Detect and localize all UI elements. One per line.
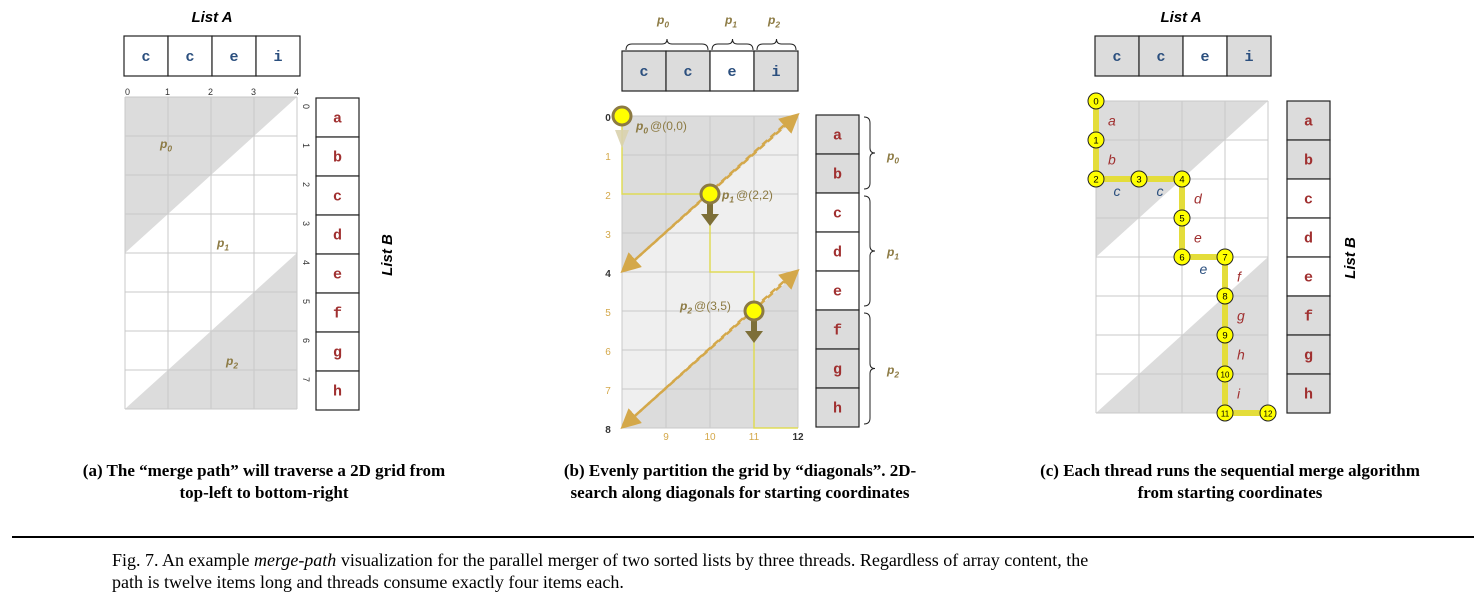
label-p0-base: p [160, 137, 168, 151]
path-node-label: 5 [1179, 213, 1185, 225]
bottom-tick: 10 [704, 432, 716, 443]
label-p1-base: p [217, 236, 225, 250]
left-tick: 3 [605, 230, 611, 241]
path-node-label: 4 [1179, 174, 1185, 186]
list-a-letter: i [273, 49, 283, 66]
path-node-label: 1 [1093, 135, 1099, 147]
left-tick: 2 [605, 191, 611, 202]
col-tick: 3 [251, 87, 257, 97]
b-partition-p1-sub: 1 [894, 251, 900, 262]
list-b-c-letter: b [1303, 152, 1314, 170]
figure-caption-rest: visualization for the parallel merger of two sorted lists by three threads. Regardless of array content, the [336, 550, 1089, 570]
b-partition-p0-sub: 0 [894, 155, 900, 166]
b-partition-p1-base: p [887, 245, 895, 259]
b-partition-p2-base: p [887, 363, 895, 377]
start-label-p2-coord: @(3,5) [694, 299, 731, 313]
start-label-p2-base: p [680, 299, 688, 313]
list-b-b-letter: e [832, 283, 843, 301]
path-node-label: 11 [1220, 409, 1230, 419]
path-node-label: 0 [1093, 96, 1099, 108]
list-b-c-letter: f [1303, 308, 1314, 326]
caption-a [24, 460, 504, 504]
brace-b-p0 [864, 117, 875, 189]
list-a-b-letter: c [639, 64, 649, 81]
list-a-c-letter: i [1244, 49, 1254, 66]
row-tick: 6 [301, 338, 311, 344]
start-label-p1-sub: 1 [729, 194, 735, 205]
caption-a-line1: (a) The “merge path” will traverse a 2D grid from [82, 461, 446, 480]
list-b-b-letter: b [832, 166, 843, 184]
list-a-letter: c [141, 49, 151, 66]
path-node-label: 6 [1179, 252, 1185, 264]
b-partition-p0 [886, 149, 899, 166]
path-node-label: 2 [1093, 174, 1099, 186]
step-letter: c [1156, 183, 1164, 199]
list-a-b-letter: c [683, 64, 693, 81]
panel-b [605, 13, 899, 443]
list-b-letter: c [332, 188, 343, 206]
list-b-letter: d [332, 227, 343, 245]
col-tick: 0 [125, 87, 131, 97]
list-b-letter: b [332, 149, 343, 167]
left-tick: 5 [605, 308, 611, 319]
brace-a-p0 [626, 39, 708, 50]
row-tick: 2 [301, 182, 311, 188]
start-label-p1-coord: @(2,2) [736, 188, 773, 202]
start-label-p2-sub: 2 [687, 305, 693, 316]
figure-caption-prefix: Fig. 7. An example [112, 550, 254, 570]
list-a-title-c: List A [1160, 9, 1202, 26]
step-letter: d [1194, 190, 1202, 207]
a-partition-p1 [724, 13, 737, 30]
b-partition-p1 [886, 245, 899, 262]
start-point-marker [613, 107, 631, 125]
path-node-label: 3 [1136, 174, 1142, 186]
figure-caption-line1 [112, 549, 1412, 571]
left-tick: 8 [605, 425, 611, 436]
list-a-b-letter: e [727, 64, 737, 81]
caption-b [500, 460, 980, 504]
row-tick: 3 [301, 221, 311, 227]
panel-c [1088, 9, 1359, 421]
list-b-letter: a [332, 110, 343, 128]
a-partition-p2-sub: 2 [775, 19, 781, 30]
col-tick: 1 [165, 87, 171, 97]
left-tick: 6 [605, 347, 611, 358]
list-a-c-letter: e [1200, 49, 1210, 66]
caption-c-line2: from starting coordinates [1137, 483, 1323, 502]
row-tick: 4 [301, 260, 311, 266]
list-b-letter: f [332, 305, 343, 323]
label-p1 [216, 236, 229, 253]
label-p2-sub: 2 [233, 360, 239, 371]
a-partition-p2-base: p [768, 13, 776, 27]
brace-a-p2 [757, 39, 796, 50]
start-label-p0-sub: 0 [643, 125, 649, 136]
list-b-b-letter: f [832, 322, 843, 340]
left-tick: 1 [605, 152, 611, 163]
list-a-title: List A [191, 9, 233, 26]
step-letter: c [1113, 183, 1121, 199]
list-b-letter: h [332, 383, 343, 401]
bottom-tick: 12 [792, 432, 804, 443]
path-node-label: 9 [1222, 330, 1228, 342]
list-b-title-c: List B [1342, 237, 1359, 279]
path-node-label: 7 [1222, 252, 1228, 264]
caption-b-line2: search along diagonals for starting coordinates [570, 483, 910, 502]
b-partition-p0-base: p [887, 149, 895, 163]
panel-a [124, 9, 396, 410]
list-b-b-letter: d [832, 244, 843, 262]
a-partition-p0-sub: 0 [664, 19, 670, 30]
label-p0-sub: 0 [167, 143, 173, 154]
list-b-b-letter: g [832, 361, 843, 379]
start-label-p0-coord: @(0,0) [650, 119, 687, 133]
col-tick: 2 [208, 87, 214, 97]
list-a-letter: c [185, 49, 195, 66]
list-b-c-letter: e [1303, 269, 1314, 287]
a-partition-p1-base: p [725, 13, 733, 27]
caption-a-line2: top-left to bottom-right [179, 483, 349, 502]
brace-a-p1 [712, 39, 753, 50]
step-letter: f [1237, 268, 1241, 285]
figure-caption [112, 549, 1412, 593]
row-tick: 1 [301, 143, 311, 149]
list-b-c-letter: d [1303, 230, 1314, 248]
list-b-c-letter: g [1303, 347, 1314, 365]
path-node-label: 10 [1220, 370, 1230, 380]
row-tick: 0 [301, 104, 311, 110]
a-partition-p0-base: p [657, 13, 665, 27]
list-b-c-letter: a [1303, 113, 1314, 131]
path-node-label: 12 [1263, 409, 1273, 419]
start-point-marker [745, 302, 763, 320]
caption-c-line1: (c) Each thread runs the sequential merge algorithm [1040, 461, 1420, 480]
brace-b-p2 [864, 313, 875, 424]
list-b-c-letter: c [1303, 191, 1314, 209]
list-a-c-letter: c [1156, 49, 1166, 66]
bottom-tick: 9 [663, 432, 669, 443]
list-a-b-letter: i [771, 64, 781, 81]
label-p1-sub: 1 [224, 242, 230, 253]
left-tick: 7 [605, 386, 611, 397]
list-b-b-letter: a [832, 127, 843, 145]
list-b-c-letter: h [1303, 386, 1314, 404]
row-tick: 5 [301, 299, 311, 305]
step-letter: h [1237, 346, 1245, 363]
figure-caption-line2: path is twelve items long and threads consume exactly four items each. [112, 572, 624, 592]
step-letter: b [1108, 151, 1116, 168]
list-a-letter: e [229, 49, 239, 66]
list-b-title: List B [379, 234, 396, 276]
step-letter: g [1237, 307, 1245, 324]
a-partition-p2 [767, 13, 780, 30]
label-p2-base: p [226, 354, 234, 368]
list-b-letter: g [332, 344, 343, 362]
caption-c [990, 460, 1470, 504]
step-letter: i [1237, 385, 1241, 402]
a-partition-p0 [656, 13, 669, 30]
caption-b-line1: (b) Evenly partition the grid by “diagonals”. 2D- [563, 461, 917, 480]
list-b-b-letter: c [832, 205, 843, 223]
b-partition-p2 [886, 363, 899, 380]
list-a-c-letter: c [1112, 49, 1122, 66]
path-node-label: 8 [1222, 291, 1228, 303]
row-tick: 7 [301, 377, 311, 383]
figure-caption-emphasis: merge-path [254, 550, 337, 570]
start-point-marker [701, 185, 719, 203]
list-b-letter: e [332, 266, 343, 284]
col-tick: 4 [294, 87, 300, 97]
caption-divider [12, 536, 1474, 538]
a-partition-p1-sub: 1 [732, 19, 738, 30]
left-tick: 0 [605, 113, 611, 124]
left-tick: 4 [605, 269, 611, 280]
brace-b-p1 [864, 196, 875, 306]
step-letter: a [1108, 112, 1116, 129]
step-letter: e [1199, 261, 1208, 277]
list-b-b-letter: h [832, 400, 843, 418]
bottom-tick: 11 [748, 432, 760, 443]
b-partition-p2-sub: 2 [894, 369, 900, 380]
start-label-p1-base: p [722, 188, 730, 202]
step-letter: e [1194, 229, 1202, 246]
start-label-p0-base: p [636, 119, 644, 133]
